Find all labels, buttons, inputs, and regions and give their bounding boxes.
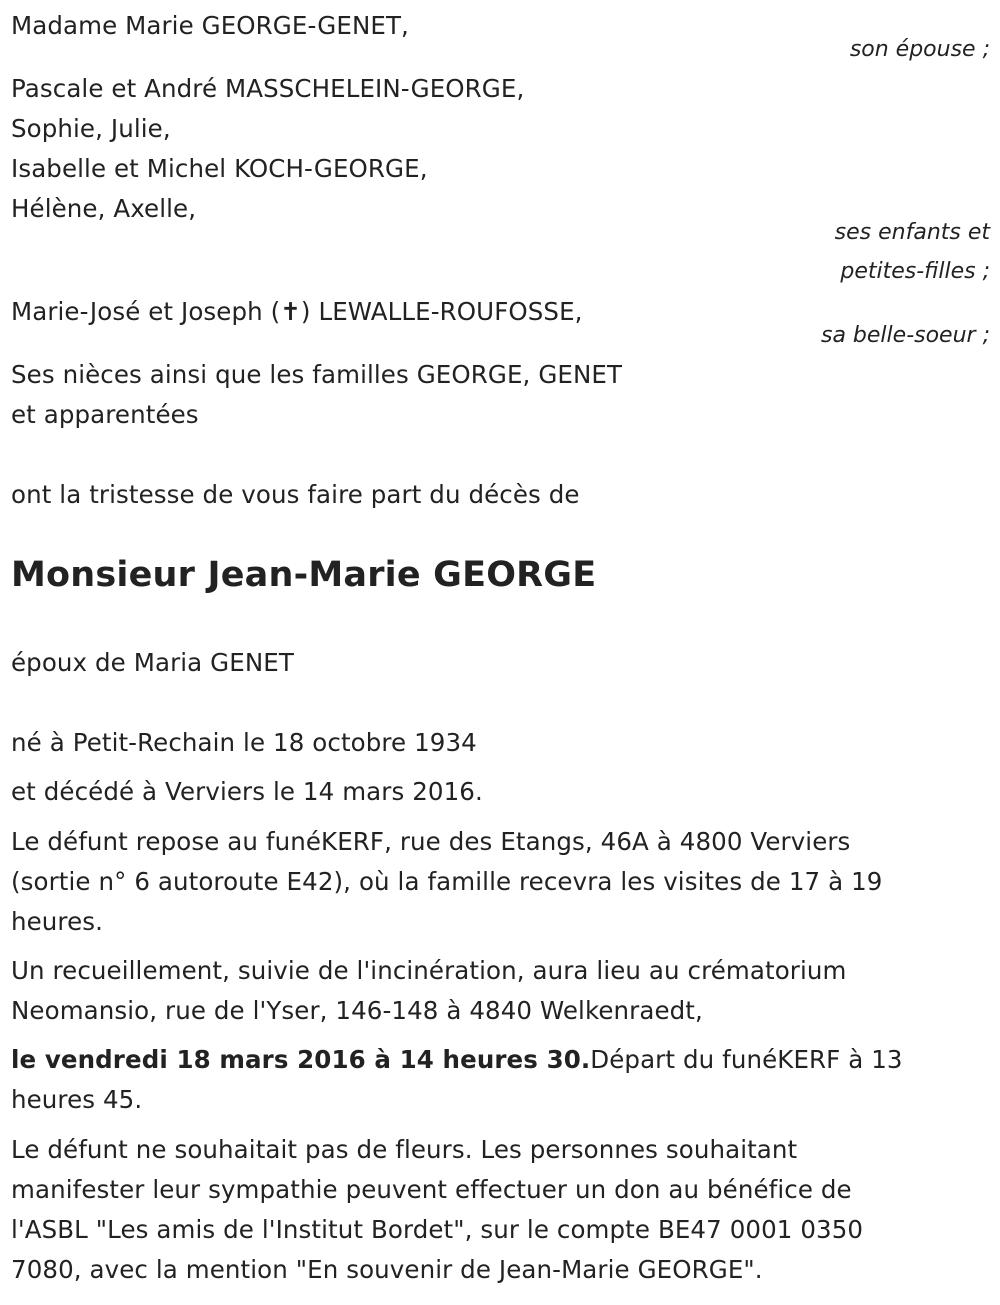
deceased-name: Monsieur Jean-Marie GEORGE — [11, 555, 597, 595]
spouse-role: son épouse ; — [849, 37, 990, 62]
departure-line-2: heures 45. — [11, 1085, 143, 1114]
child-line-1: Pascale et André MASSCHELEIN-GEORGE, — [11, 74, 525, 103]
children-role-2: petites-filles ; — [840, 259, 990, 284]
children-role-1: ses enfants et — [834, 220, 990, 245]
ceremony-line-1: Un recueillement, suivie de l'incinération, aura lieu au crématorium — [11, 956, 847, 985]
departure-text: Départ du funéKERF à 13 — [590, 1045, 903, 1074]
repose-line-2: (sortie n° 6 autoroute E42), où la famille recevra les visites de 17 à 19 — [11, 867, 883, 896]
others-line-1: Ses nièces ainsi que les familles GEORGE, GENET — [11, 360, 623, 389]
flowers-line-4: 7080, avec la mention "En souvenir de Jean-Marie GEORGE". — [11, 1255, 763, 1284]
child-line-3: Isabelle et Michel KOCH-GEORGE, — [11, 154, 428, 183]
repose-line-1: Le défunt repose au funéKERF, rue des Etangs, 46A à 4800 Verviers — [11, 827, 851, 856]
ceremony-date-line — [11, 1040, 903, 1080]
deceased-spouse-line: époux de Maria GENET — [11, 648, 294, 677]
announcement: ont la tristesse de vous faire part du décès de — [11, 480, 580, 509]
repose-line-3: heures. — [11, 907, 103, 936]
flowers-line-3: l'ASBL "Les amis de l'Institut Bordet", sur le compte BE47 0001 0350 — [11, 1215, 864, 1244]
sister-in-law-line: Marie-José et Joseph (✝) LEWALLE-ROUFOSSE, — [11, 297, 583, 326]
flowers-line-2: manifester leur sympathie peuvent effectuer un don au bénéfice de — [11, 1175, 852, 1204]
birth-line: né à Petit-Rechain le 18 octobre 1934 — [11, 728, 477, 757]
child-line-4: Hélène, Axelle, — [11, 194, 197, 223]
others-line-2: et apparentées — [11, 400, 199, 429]
sister-in-law-role: sa belle-soeur ; — [821, 323, 990, 348]
child-line-2: Sophie, Julie, — [11, 114, 171, 143]
flowers-line-1: Le défunt ne souhaitait pas de fleurs. Les personnes souhaitant — [11, 1135, 798, 1164]
ceremony-date: le vendredi 18 mars 2016 à 14 heures 30. — [11, 1045, 591, 1074]
ceremony-line-2: Neomansio, rue de l'Yser, 146-148 à 4840 Welkenraedt, — [11, 996, 703, 1025]
spouse-line: Madame Marie GEORGE-GENET, — [11, 11, 409, 40]
death-line: et décédé à Verviers le 14 mars 2016. — [11, 777, 483, 806]
